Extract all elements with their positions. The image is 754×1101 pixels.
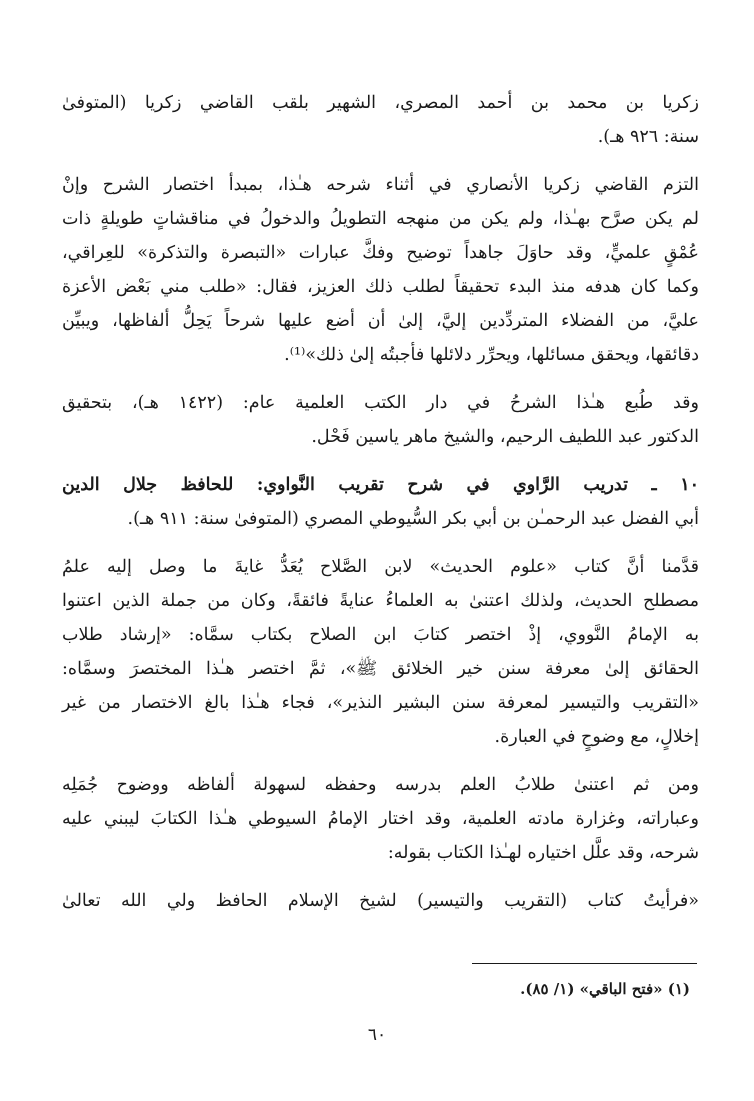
text-line: «فرأيتُ كتاب (التقريب والتيسير) لشيخ الإسلام الحافظ ولي الله تعالىٰ [62, 891, 699, 911]
paragraph-printing [62, 386, 699, 454]
footnote: (١) «فتح الباقي» (١/ ٨٥). [520, 980, 690, 998]
paragraph-biography-end [62, 86, 699, 154]
page-number: ٦٠ [367, 1025, 387, 1045]
text-line: عُمْقٍ علميٍّ، وقد حاوَلَ جاهداً توضيح وفكَّ عبارات «التبصرة والتذكرة» للعِراقي، [62, 243, 699, 263]
text-line: دقائقها، ويحقق مسائلها، ويحرِّر دلائلها فأجبتُه إلىٰ ذلك»⁽¹⁾. [284, 345, 699, 365]
text-line: قدَّمنا أنَّ كتاب «علوم الحديث» لابن الصَّلاح يُعَدُّ غايةَ ما وصل إليه علمُ [62, 557, 699, 577]
text-line: سنة: ٩٢٦ هـ). [597, 127, 699, 147]
text-line: ومن ثم اعتنىٰ طلابُ العلم بدرسه وحفظه لسهولة ألفاظه ووضوح جُمَلِه [62, 775, 699, 795]
text-line: وقد طُبع هـٰذا الشرحُ في دار الكتب العلمية عام: (١٤٢٢ هـ)، بتحقيق [62, 393, 699, 413]
heading-line: ١٠ ـ تدريب الرَّاوي في شرح تقريب النَّواوي: للحافظ جلال الدين [62, 475, 699, 495]
text-line: مصطلح الحديث، ولذلك اعتنىٰ به العلماءُ عنايةً فائقةً، وكان من جملة الذين اعتنوا [62, 591, 699, 611]
text-line: أبي الفضل عبد الرحمـٰن بن أبي بكر السُّيوطي المصري (المتوفىٰ سنة: ٩١١ هـ). [127, 509, 699, 529]
text-line: وعباراته، وغزارة مادته العلمية، وقد اختار الإمامُ السيوطي هـٰذا الكتابَ ليبني عليه [62, 809, 699, 829]
text-line: إخلالٍ، مع وضوحٍ في العبارة. [494, 727, 699, 747]
section-heading-tadrib [62, 468, 699, 536]
text-line: به الإمامُ النَّووي، إذْ اختصر كتابَ ابن الصلاح بكتاب سمَّاه: «إرشاد طلاب [62, 625, 699, 645]
footnote-divider [472, 963, 697, 964]
text-line: عليَّ، من الفضلاء المتردِّدين إليَّ، إلىٰ أن أضع عليها شرحاً يَحِلُّ ألفاظها، ويبيِّن [62, 311, 699, 331]
paragraph-introduction [62, 550, 699, 754]
text-line: لم يكن صرَّح بهـٰذا، ولم يكن من منهجه التطويلُ والدخولُ في مناقشاتٍ طويلةٍ ذات [62, 209, 699, 229]
text-line: زكريا بن محمد بن أحمد المصري، الشهير بلقب القاضي زكريا (المتوفىٰ [62, 93, 699, 113]
paragraph-students [62, 768, 699, 870]
paragraph-method [62, 168, 699, 372]
text-line: التزم القاضي زكريا الأنصاري في أثناء شرحه هـٰذا، بمبدأ اختصار الشرح وإنْ [62, 175, 699, 195]
text-line: وكما كان هدفه منذ البدء تحقيقاً لطلب ذلك العزيز، فقال: «طلب مني بَعْض الأعزة [62, 277, 699, 297]
text-line: الدكتور عبد اللطيف الرحيم، والشيخ ماهر ياسين فَحْل. [311, 427, 699, 447]
text-line: شرحه، وقد علَّل اختياره لهـٰذا الكتاب بقوله: [387, 843, 699, 863]
text-line: الحقائق إلىٰ معرفة سنن خير الخلائق ﷺ»، ثمَّ اختصر هـٰذا المختصرَ وسمَّاه: [62, 659, 699, 679]
page-body [62, 86, 699, 932]
text-line: «التقريب والتيسير لمعرفة سنن البشير النذير»، فجاء هـٰذا بالغ الاختصار من غير [62, 693, 699, 713]
paragraph-quote [62, 884, 699, 918]
